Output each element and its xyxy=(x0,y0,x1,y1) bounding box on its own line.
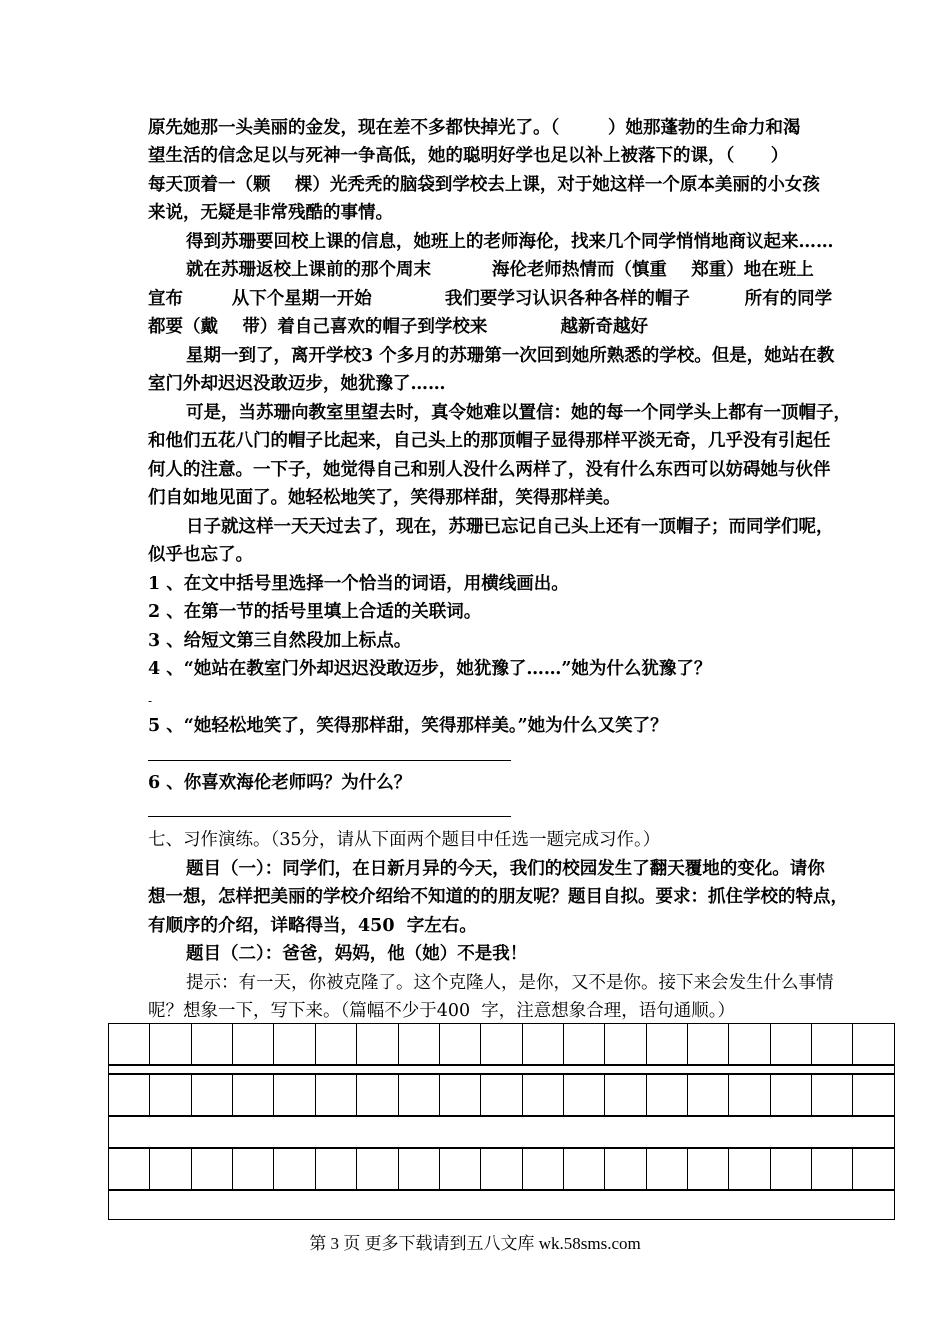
grid-cell[interactable] xyxy=(357,1149,398,1190)
grid-cell[interactable] xyxy=(812,1149,853,1190)
grid-cell[interactable] xyxy=(522,1024,563,1065)
grid-cell[interactable] xyxy=(233,1149,274,1190)
grid-cell[interactable] xyxy=(688,1024,729,1065)
topic2-title: 题目（二）：爸爸，妈妈，他（她）不是我！ xyxy=(186,944,528,964)
grid-cell[interactable] xyxy=(522,1149,563,1190)
topic1-line: 有顺序的介绍，详略得当，450 字左右。 xyxy=(148,916,477,936)
question-2: 2 、在第一节的括号里填上合适的关联词。 xyxy=(148,602,482,622)
question-5: 5 、“她轻松地笑了，笑得那样甜，笑得那样美。”她为什么又笑了？ xyxy=(148,716,668,736)
page-footer: 第 3 页 更多下载请到五八文库 wk.58sms.com xyxy=(309,1234,641,1253)
grid-cell[interactable] xyxy=(605,1024,646,1065)
grid-cell[interactable] xyxy=(605,1075,646,1116)
grid-cell[interactable] xyxy=(812,1024,853,1065)
passage-line: 和他们五花八门的帽子比起来，自己头上的那顶帽子显得那样平淡无奇，几乎没有引起任 xyxy=(148,431,831,451)
grid-cell[interactable] xyxy=(233,1024,274,1065)
question-3: 3 、给短文第三自然段加上标点。 xyxy=(148,631,412,651)
grid-cell[interactable] xyxy=(150,1024,191,1065)
grid-cell[interactable] xyxy=(853,1075,895,1116)
question-4: 4 、“她站在教室门外却迟迟没敢迈步，她犹豫了……”她为什么犹豫了？ xyxy=(148,659,712,679)
passage-line: 宣布 从下个星期一开始 我们要学习认识各种各样的帽子 所有的同学 xyxy=(148,289,833,309)
grid-cell[interactable] xyxy=(233,1075,274,1116)
grid-cell[interactable] xyxy=(853,1149,895,1190)
passage-line: 都要（戴 带）着自己喜欢的帽子到学校来 越新奇越好 xyxy=(148,317,648,337)
grid-cell[interactable] xyxy=(439,1075,480,1116)
grid-cell[interactable] xyxy=(398,1024,439,1065)
passage-line: 们自如地见面了。她轻松地笑了，笑得那样甜，笑得那样美。 xyxy=(148,488,621,508)
composition-heading: 七、习作演练。（35分，请从下面两个题目中任选一题完成习作。） xyxy=(148,830,661,850)
writing-grid-row[interactable] xyxy=(108,1074,895,1116)
grid-cell[interactable] xyxy=(274,1075,315,1116)
grid-cell[interactable] xyxy=(274,1149,315,1190)
grid-cell[interactable] xyxy=(563,1149,604,1190)
grid-cell[interactable] xyxy=(109,1149,150,1190)
grid-cell[interactable] xyxy=(357,1024,398,1065)
grid-cell[interactable] xyxy=(770,1024,811,1065)
grid-cell[interactable] xyxy=(481,1149,522,1190)
grid-cell[interactable] xyxy=(646,1024,687,1065)
question-6: 6 、你喜欢海伦老师吗？为什么？ xyxy=(148,773,412,793)
grid-cell[interactable] xyxy=(357,1075,398,1116)
answer-line-6[interactable] xyxy=(148,816,511,817)
passage-line: 可是，当苏珊向教室里望去时，真令她难以置信：她的每一个同学头上都有一顶帽子， xyxy=(186,403,851,423)
grid-cell[interactable] xyxy=(191,1075,232,1116)
grid-cell[interactable] xyxy=(688,1075,729,1116)
grid-cell[interactable] xyxy=(812,1075,853,1116)
passage-line: 何人的注意。一下子，她觉得自己和别人没什么两样了，没有什么东西可以妨碍她与伙伴 xyxy=(148,460,831,480)
grid-cell[interactable] xyxy=(398,1149,439,1190)
passage-line: 日子就这样一天天过去了，现在，苏珊已忘记自己头上还有一顶帽子；而同学们呢， xyxy=(186,517,834,537)
grid-cell[interactable] xyxy=(150,1149,191,1190)
passage-line: 原先她那一头美丽的金发，现在差不多都快掉光了。（ ）她那蓬勃的生命力和渴 xyxy=(148,118,801,138)
topic1-line: 想一想，怎样把美丽的学校介绍给不知道的的朋友呢？题目自拟。要求：抓住学校的特点， xyxy=(148,887,848,907)
grid-cell[interactable] xyxy=(729,1075,770,1116)
grid-cell[interactable] xyxy=(274,1024,315,1065)
grid-spacer xyxy=(108,1190,895,1220)
writing-grid-row[interactable] xyxy=(108,1148,895,1190)
stray-mark: - xyxy=(148,694,153,708)
grid-cell[interactable] xyxy=(646,1075,687,1116)
grid-cell[interactable] xyxy=(315,1149,356,1190)
grid-cell[interactable] xyxy=(481,1024,522,1065)
grid-cell[interactable] xyxy=(150,1075,191,1116)
grid-spacer xyxy=(108,1065,895,1074)
grid-cell[interactable] xyxy=(522,1075,563,1116)
grid-cell[interactable] xyxy=(853,1024,895,1065)
passage-line: 室门外却迟迟没敢迈步，她犹豫了…… xyxy=(148,374,446,394)
grid-spacer xyxy=(108,1116,895,1148)
grid-cell[interactable] xyxy=(563,1075,604,1116)
topic1-line: 题目（一）：同学们，在日新月异的今天，我们的校园发生了翻天覆地的变化。请你 xyxy=(186,859,825,879)
passage-line: 就在苏珊返校上课前的那个周末 海伦老师热情而（慎重 郑重）地在班上 xyxy=(186,260,814,280)
grid-cell[interactable] xyxy=(109,1075,150,1116)
grid-cell[interactable] xyxy=(605,1149,646,1190)
grid-cell[interactable] xyxy=(729,1149,770,1190)
grid-cell[interactable] xyxy=(481,1075,522,1116)
answer-line-5[interactable] xyxy=(148,760,511,761)
question-1: 1 、在文中括号里选择一个恰当的词语，用横线画出。 xyxy=(148,574,569,594)
grid-cell[interactable] xyxy=(315,1024,356,1065)
passage-line: 得到苏珊要回校上课的信息，她班上的老师海伦，找来几个同学悄悄地商议起来…… xyxy=(186,232,834,252)
writing-grid-row[interactable] xyxy=(108,1023,895,1065)
grid-cell[interactable] xyxy=(439,1149,480,1190)
passage-line: 望生活的信念足以与死神一争高低，她的聪明好学也足以补上被落下的课，（ ） xyxy=(148,146,789,166)
grid-cell[interactable] xyxy=(688,1149,729,1190)
grid-cell[interactable] xyxy=(646,1149,687,1190)
passage-line: 星期一到了，离开学校3 个多月的苏珊第一次回到她所熟悉的学校。但是，她站在教 xyxy=(186,346,835,366)
hint-line: 呢？想象一下，写下来。（篇幅不少于400 字，注意想象合理，语句通顺。） xyxy=(148,1001,736,1021)
grid-cell[interactable] xyxy=(398,1075,439,1116)
grid-cell[interactable] xyxy=(770,1075,811,1116)
passage-line: 似乎也忘了。 xyxy=(148,545,253,565)
passage-line: 来说，无疑是非常残酷的事情。 xyxy=(148,203,393,223)
grid-cell[interactable] xyxy=(191,1149,232,1190)
hint-line: 提示：有一天，你被克隆了。这个克隆人，是你，又不是你。接下来会发生什么事情 xyxy=(186,973,834,993)
grid-cell[interactable] xyxy=(729,1024,770,1065)
grid-cell[interactable] xyxy=(191,1024,232,1065)
grid-cell[interactable] xyxy=(315,1075,356,1116)
grid-cell[interactable] xyxy=(563,1024,604,1065)
passage-line: 每天顶着一（颗 棵）光秃秃的脑袋到学校去上课，对于她这样一个原本美丽的小女孩 xyxy=(148,175,820,195)
grid-cell[interactable] xyxy=(109,1024,150,1065)
grid-cell[interactable] xyxy=(770,1149,811,1190)
grid-cell[interactable] xyxy=(439,1024,480,1065)
